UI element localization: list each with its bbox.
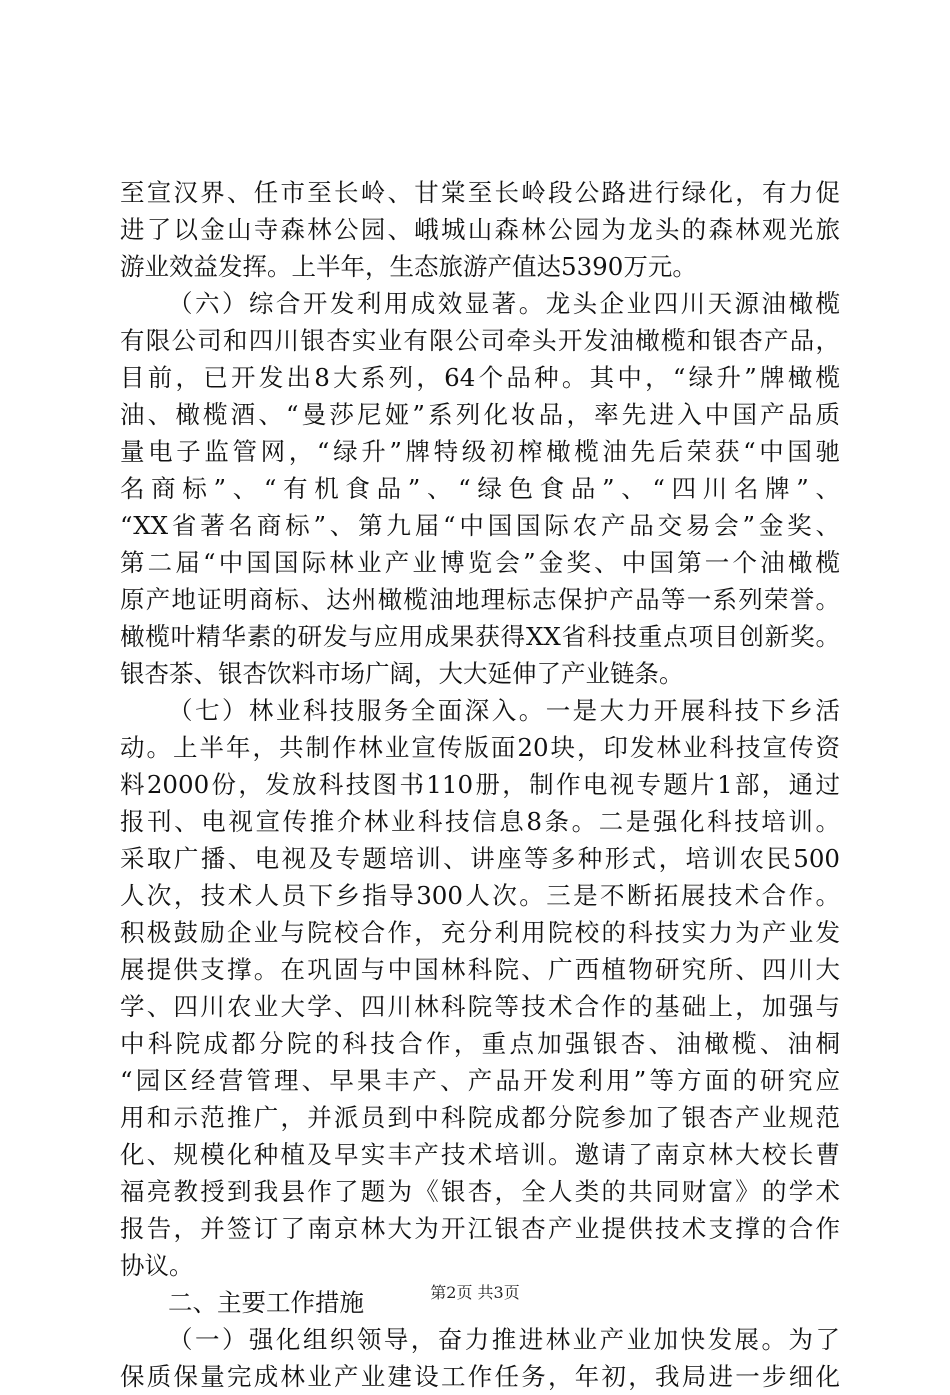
text-line: “园区经营管理、早果丰产、产品开发利用”等方面的研究应	[120, 1066, 840, 1095]
document-body	[120, 174, 840, 1395]
text-line: 橄榄叶精华素的研发与应用成果获得XX省科技重点项目创新奖。	[120, 622, 840, 651]
text-line: 福亮教授到我县作了题为《银杏，全人类的共同财富》的学术	[120, 1177, 840, 1206]
text-line: 目前，已开发出8大系列，64个品种。其中，“绿升”牌橄榄	[120, 363, 840, 392]
text-line: 油、橄榄酒、“曼莎尼娅”系列化妆品，率先进入中国产品质	[120, 400, 840, 429]
text-line: 游业效益发挥。上半年，生态旅游产值达5390万元。	[120, 252, 697, 281]
text-line: 化、规模化种植及早实丰产技术培训。邀请了南京林大校长曹	[120, 1140, 840, 1169]
text-line: 报刊、电视宣传推介林业科技信息8条。二是强化科技培训。	[120, 807, 840, 836]
text-line: 中科院成都分院的科技合作，重点加强银杏、油橄榄、油桐	[120, 1029, 840, 1058]
text-line: 用和示范推广，并派员到中科院成都分院参加了银杏产业规范	[120, 1103, 840, 1132]
text-line: 量电子监管网，“绿升”牌特级初榨橄榄油先后荣获“中国驰	[120, 437, 840, 466]
text-line: 展提供支撑。在巩固与中国林科院、广西植物研究所、四川大	[120, 955, 840, 984]
text-line: 原产地证明商标、达州橄榄油地理标志保护产品等一系列荣誉。	[120, 585, 840, 614]
text-line: （六）综合开发利用成效显著。龙头企业四川天源油橄榄	[168, 289, 840, 318]
text-line: 第二届“中国国际林业产业博览会”金奖、中国第一个油橄榄	[120, 548, 840, 577]
text-line: 学、四川农业大学、四川林科院等技术合作的基础上，加强与	[120, 992, 840, 1021]
text-line: 进了以金山寺森林公园、峨城山森林公园为龙头的森林观光旅	[120, 215, 840, 244]
page-footer: 第2页 共3页	[430, 1283, 520, 1302]
text-line: 动。上半年，共制作林业宣传版面20块，印发林业科技宣传资	[120, 733, 840, 762]
text-line: 采取广播、电视及专题培训、讲座等多种形式，培训农民500	[120, 844, 840, 873]
text-line: （一）强化组织领导，奋力推进林业产业加快发展。为了	[168, 1325, 840, 1354]
text-line: 积极鼓励企业与院校合作，充分利用院校的科技实力为产业发	[120, 918, 840, 947]
text-line: 协议。	[120, 1251, 194, 1280]
text-line: 至宣汉界、任市至长岭、甘棠至长岭段公路进行绿化，有力促	[120, 178, 840, 207]
text-line: 人次，技术人员下乡指导300人次。三是不断拓展技术合作。	[120, 881, 840, 910]
text-line: 名商标”、“有机食品”、“绿色食品”、“四川名牌”、	[120, 474, 840, 503]
text-line: 二、主要工作措施	[168, 1288, 364, 1317]
text-line: 银杏茶、银杏饮料市场广阔，大大延伸了产业链条。	[120, 659, 684, 688]
text-line: 保质保量完成林业产业建设工作任务，年初，我局进一步细化	[120, 1362, 840, 1391]
text-line: “XX省著名商标”、第九届“中国国际农产品交易会”金奖、	[120, 511, 840, 540]
text-line: （七）林业科技服务全面深入。一是大力开展科技下乡活	[168, 696, 840, 725]
text-line: 料2000份，发放科技图书110册，制作电视专题片1部，通过	[120, 770, 840, 799]
text-line: 报告，并签订了南京林大为开江银杏产业提供技术支撑的合作	[120, 1214, 840, 1243]
text-line: 有限公司和四川银杏实业有限公司牵头开发油橄榄和银杏产品，	[120, 326, 840, 355]
